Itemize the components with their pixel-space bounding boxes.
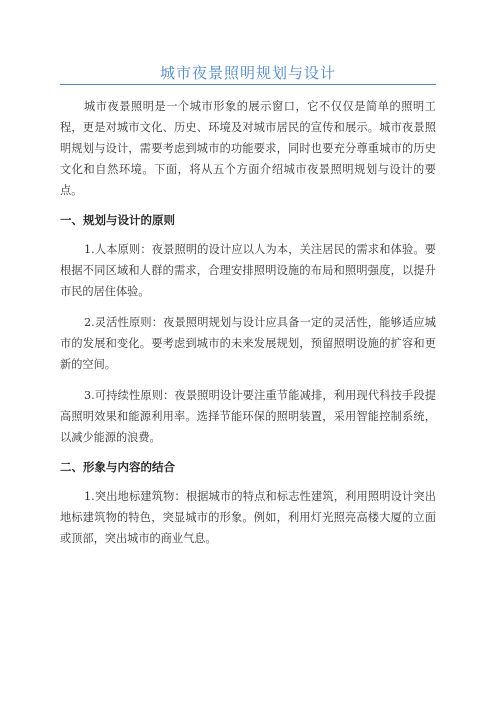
section-paragraph: 1.人本原则：夜景照明的设计应以人为本，关注居民的需求和体验。要根据不同区域和人群的需求，合理安排照明设施的布局和照明强度，以提升市民的居住体验。 [60,243,436,298]
section-paragraph: 1.突出地标建筑物：根据城市的特点和标志性建筑，利用照明设计突出地标建筑物的特色，突显城市的形象。例如，利用灯光照亮高楼大厦的立面或顶部，突出城市的商业气息。 [60,490,436,545]
intro-paragraph: 城市夜景照明是一个城市形象的展示窗口，它不仅仅是简单的照明工程，更是对城市文化、历史、环境及对城市居民的宣传和展示。城市夜景照明规划与设计，需要考虑到城市的功能要求，同时也要充分尊重城市的历史文化和自然环境。下面，将从五个方面介绍城市夜景照明规划与设计的要点。 [60,100,436,197]
title-divider [60,84,436,85]
section-image-content [60,458,436,549]
section-heading: 二、形象与内容的结合 [60,460,175,474]
document-title: 城市夜景照明规划与设计 [159,64,336,82]
section-heading: 一、规划与设计的原则 [60,213,175,227]
section-paragraph: 3.可持续性原则：夜景照明设计要注重节能减排，利用现代科技手段提高照明效果和能源利用率。选择节能环保的照明装置，采用智能控制系统，以减少能源的浪费。 [60,389,436,444]
document-body [60,96,436,559]
section-paragraph: 2.灵活性原则：夜景照明规划与设计应具备一定的灵活性，能够适应城市的发展和变化。要考虑到城市的未来发展规划，预留照明设施的扩容和更新的空间。 [60,316,436,371]
section-principles [60,211,436,448]
